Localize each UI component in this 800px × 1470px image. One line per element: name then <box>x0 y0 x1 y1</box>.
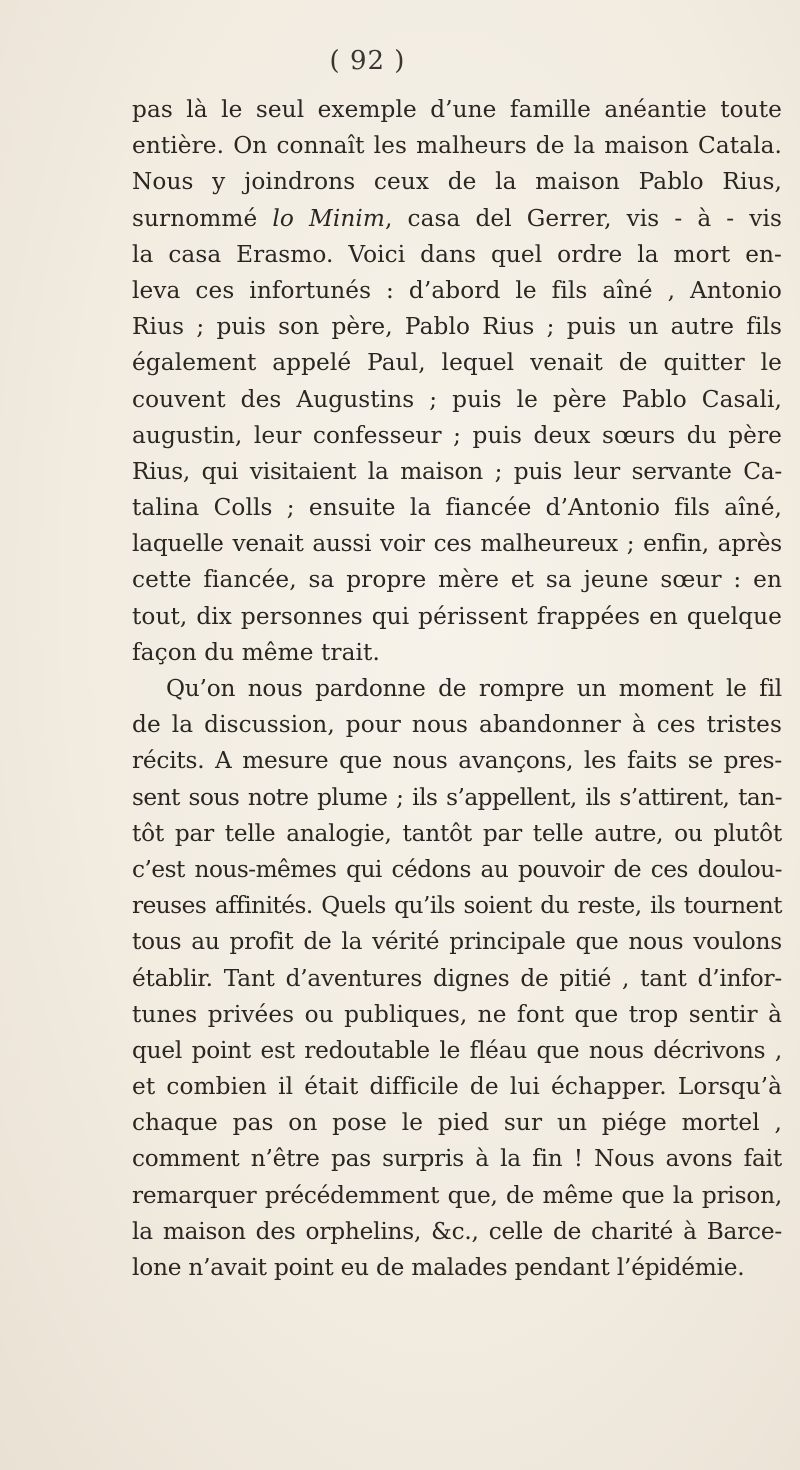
text-line: entière. On connaît les malheurs de la maison Catala. <box>132 132 782 160</box>
text-line: Rius ; puis son père, Pablo Rius ; puis un autre fils <box>132 313 782 341</box>
paragraph-1 <box>132 92 782 671</box>
text-line: c’est nous-mêmes qui cédons au pouvoir de ces doulou- <box>132 855 782 883</box>
text-line: comment n’être pas surpris à la fin ! Nous avons fait <box>132 1145 782 1173</box>
text-line: leva ces infortunés : d’abord le fils aîné , Antonio <box>132 276 782 304</box>
text-line: établir. Tant d’aventures dignes de pitié , tant d’infor- <box>132 964 782 992</box>
body-text <box>132 92 782 1286</box>
text-line: laquelle venait aussi voir ces malheureux ; enfin, après <box>132 530 782 558</box>
text-line: tunes privées ou publiques, ne font que trop sentir à <box>132 1000 782 1028</box>
text-line: également appelé Paul, lequel venait de quitter le <box>132 349 782 377</box>
text-line: Qu’on nous pardonne de rompre un moment le fil <box>166 675 782 702</box>
text-line: récits. A mesure que nous avançons, les faits se pres- <box>132 747 782 775</box>
text-line: Nous y joindrons ceux de la maison Pablo Rius, <box>132 168 782 196</box>
text-line: chaque pas on pose le pied sur un piége mortel , <box>132 1109 782 1137</box>
text-line: tout, dix personnes qui périssent frappées en quelque <box>132 602 782 630</box>
text-line: sent sous notre plume ; ils s’appellent, ils s’attirent, tan- <box>132 783 782 811</box>
text-line: tôt par telle analogie, tantôt par telle autre, ou plutôt <box>132 819 782 847</box>
page-number: ( 92 ) <box>329 46 406 76</box>
text-line: et combien il était difficile de lui échapper. Lorsqu’à <box>132 1073 782 1101</box>
text-line: quel point est redoutable le fléau que nous décrivons , <box>132 1036 782 1064</box>
text-line: surnommé lo Minim, casa del Gerrer, vis - à - vis <box>132 204 783 232</box>
text-line: couvent des Augustins ; puis le père Pablo Casali, <box>132 385 782 413</box>
text-line: de la discussion, pour nous abandonner à ces tristes <box>132 711 782 739</box>
text-line: la casa Erasmo. Voici dans quel ordre la mort en- <box>132 240 782 268</box>
text-line: augustin, leur confesseur ; puis deux sœurs du père <box>132 421 782 449</box>
text-line: lone n’avait point eu de malades pendant l’épidémie. <box>132 1254 745 1281</box>
text-line: cette fiancée, sa propre mère et sa jeune sœur : en <box>132 566 782 594</box>
text-line: tous au profit de la vérité principale que nous voulons <box>132 928 782 956</box>
text-line: remarquer précédemment que, de même que la prison, <box>132 1181 782 1209</box>
text-line: reuses affinités. Quels qu’ils soient du reste, ils tournent <box>132 892 782 920</box>
text-line: pas là le seul exemple d’une famille anéantie toute <box>132 96 782 123</box>
text-line: Rius, qui visitaient la maison ; puis leur servante Ca- <box>132 457 782 485</box>
text-line: la maison des orphelins, &c., celle de charité à Barce- <box>132 1217 782 1245</box>
paragraph-2 <box>132 671 782 1286</box>
text-line: talina Colls ; ensuite la fiancée d’Antonio fils aîné, <box>132 494 782 522</box>
text-line: façon du même trait. <box>132 638 380 666</box>
